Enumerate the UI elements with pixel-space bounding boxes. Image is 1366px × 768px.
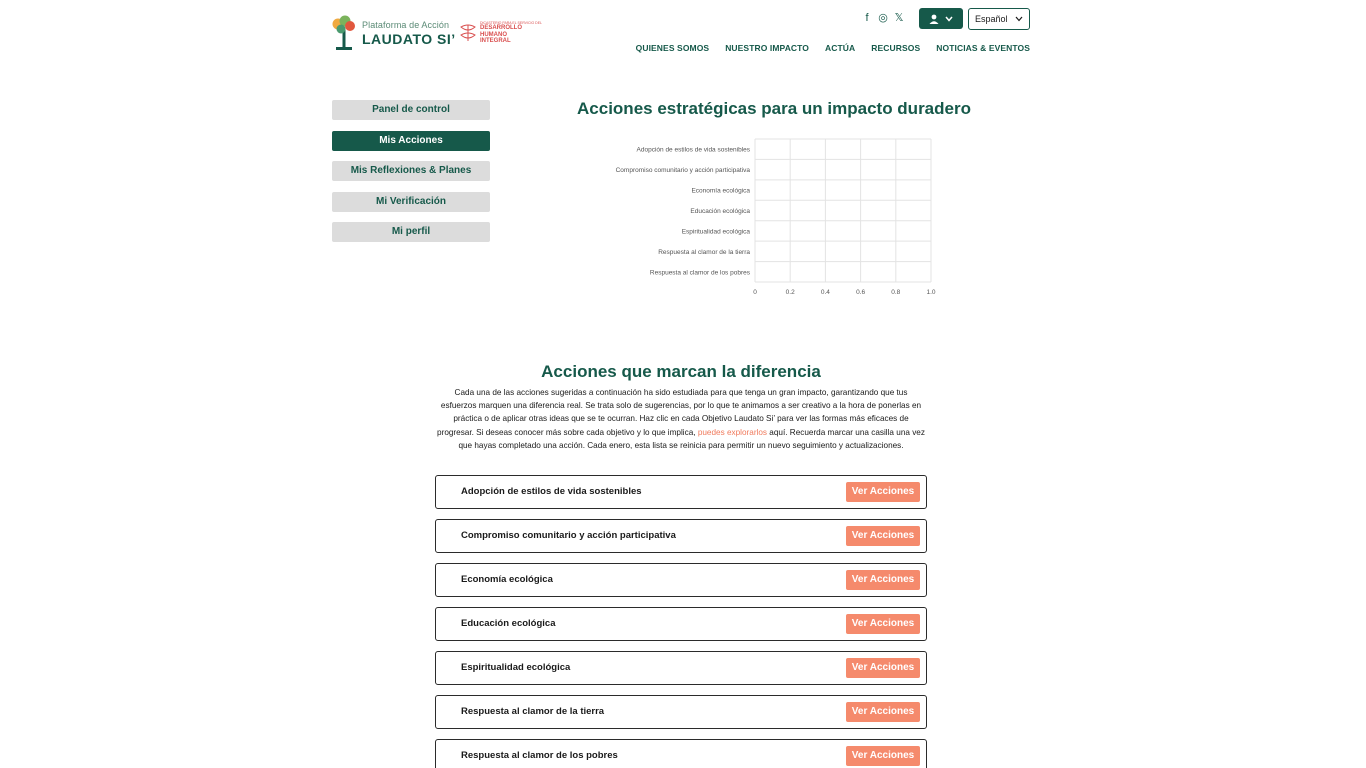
ver-acciones-button[interactable]: Ver Acciones: [846, 526, 920, 546]
x-tick-label: 0.2: [785, 289, 795, 296]
social-links: [862, 12, 904, 24]
facebook-icon[interactable]: f: [865, 12, 869, 24]
laudato-si-logo[interactable]: [332, 15, 456, 51]
actions-description: [436, 386, 926, 452]
logo-title: LAUDATO SI’: [362, 30, 456, 47]
goal-label: Respuesta al clamor de los pobres: [461, 750, 618, 761]
nav-nuestro-impacto[interactable]: NUESTRO IMPACTO: [725, 43, 810, 53]
nav-quienes-somos[interactable]: QUIENES SOMOS: [635, 43, 710, 53]
sidebar-item-mi-verificacion[interactable]: Mi Verificación: [332, 192, 490, 212]
goal-label: Adopción de estilos de vida sostenibles: [461, 486, 642, 497]
logo-subtitle: Plataforma de Acción: [362, 19, 450, 30]
goal-row[interactable]: [435, 695, 927, 729]
goal-label: Educación ecológica: [461, 618, 556, 629]
y-tick-label: Educación ecológica: [690, 208, 750, 215]
instagram-icon[interactable]: ◎: [878, 12, 888, 24]
goal-label: Respuesta al clamor de la tierra: [461, 706, 605, 717]
goal-label: Compromiso comunitario y acción participativa: [461, 530, 676, 541]
site-header: [0, 0, 1366, 70]
goal-row[interactable]: [435, 563, 927, 597]
x-tick-label: 0.6: [856, 289, 866, 296]
x-tick-label: 0.4: [820, 289, 830, 296]
actions-bar-chart: [600, 135, 960, 305]
description-text-start: Cada una de las acciones sugeridas a continuación ha sido estudiada para que tenga un gran impacto, garantizando que tus esfuerzos marquen una diferencia real. Se trata solo de sugerencias, por lo que te animamos a ser creativo a la hora de ponerlas en práctica o de aplicar otras ideas que se te ocurran. Haz clic en cada Objetivo Laudato Si’ para ver las formas más eficaces de progresar. Si deseas conocer más sobre cada objetivo y lo que implica,: [437, 388, 922, 437]
dicastery-line1: DESARROLLO: [480, 25, 522, 31]
chevron-down-icon: [945, 16, 953, 22]
y-tick-label: Adopción de estilos de vida sostenibles: [636, 146, 750, 154]
user-menu-button[interactable]: [919, 8, 963, 29]
ver-acciones-button[interactable]: Ver Acciones: [846, 702, 920, 722]
user-icon: [929, 14, 939, 24]
y-tick-label: Espiritualidad ecológica: [681, 228, 750, 236]
x-tick-label: 0.8: [891, 289, 901, 296]
nav-noticias-eventos[interactable]: NOTICIAS & EVENTOS: [936, 43, 1030, 53]
main-nav: [636, 43, 1030, 53]
dicastery-caption: DICASTERIO PARA EL SERVICIO DEL: [480, 21, 542, 25]
language-value: Español: [975, 14, 1008, 24]
nav-actua[interactable]: ACTÚA: [825, 43, 856, 53]
goal-row[interactable]: [435, 475, 927, 509]
y-tick-label: Compromiso comunitario y acción participativa: [615, 167, 750, 175]
nav-recursos[interactable]: RECURSOS: [871, 43, 921, 53]
sidebar-item-mi-perfil[interactable]: Mi perfil: [332, 222, 490, 242]
ver-acciones-button[interactable]: Ver Acciones: [846, 570, 920, 590]
actions-title: Acciones que marcan la diferencia: [541, 362, 821, 381]
ver-acciones-button[interactable]: Ver Acciones: [846, 614, 920, 634]
goal-row[interactable]: [435, 607, 927, 641]
goal-label: Economía ecológica: [461, 574, 553, 585]
y-tick-label: Respuesta al clamor de los pobres: [649, 269, 750, 277]
description-text-end: aquí. Recuerda marcar una casilla una vez que hayas completado una acción. Cada enero, esta lista se reinicia para permitir un nuevo seguimiento y actualizaciones.: [458, 427, 925, 450]
x-tick-label: 0: [753, 289, 757, 296]
ver-acciones-button[interactable]: Ver Acciones: [846, 746, 920, 766]
dicastery-line2: HUMANO: [480, 31, 507, 38]
dicastery-icon: [459, 23, 477, 43]
ver-acciones-button[interactable]: Ver Acciones: [846, 658, 920, 678]
chevron-down-icon: [1015, 16, 1023, 22]
sidebar-item-mis-reflexiones[interactable]: Mis Reflexiones & Planes: [332, 161, 490, 181]
language-select[interactable]: [968, 8, 1030, 30]
dicastery-line3: INTEGRAL: [480, 38, 511, 44]
x-tick-label: 1.0: [926, 289, 936, 296]
sidebar-item-mis-acciones[interactable]: Mis Acciones: [332, 131, 490, 151]
sidebar-item-panel-de-control[interactable]: Panel de control: [332, 100, 490, 120]
x-icon[interactable]: 𝕏: [894, 12, 904, 24]
y-tick-label: Respuesta al clamor de la tierra: [658, 248, 750, 256]
y-tick-label: Economía ecológica: [691, 187, 750, 195]
goal-row[interactable]: [435, 739, 927, 768]
chart-title: Acciones estratégicas para un impacto duradero: [577, 99, 971, 118]
goal-label: Espiritualidad ecológica: [461, 662, 571, 673]
goal-row[interactable]: [435, 651, 927, 685]
explore-goals-link[interactable]: puedes explorarlos: [697, 427, 768, 437]
ver-acciones-button[interactable]: Ver Acciones: [846, 482, 920, 502]
dashboard-sidebar: [332, 100, 490, 253]
dicastery-logo[interactable]: [459, 21, 542, 45]
tree-icon: [332, 15, 356, 51]
goal-row[interactable]: [435, 519, 927, 553]
